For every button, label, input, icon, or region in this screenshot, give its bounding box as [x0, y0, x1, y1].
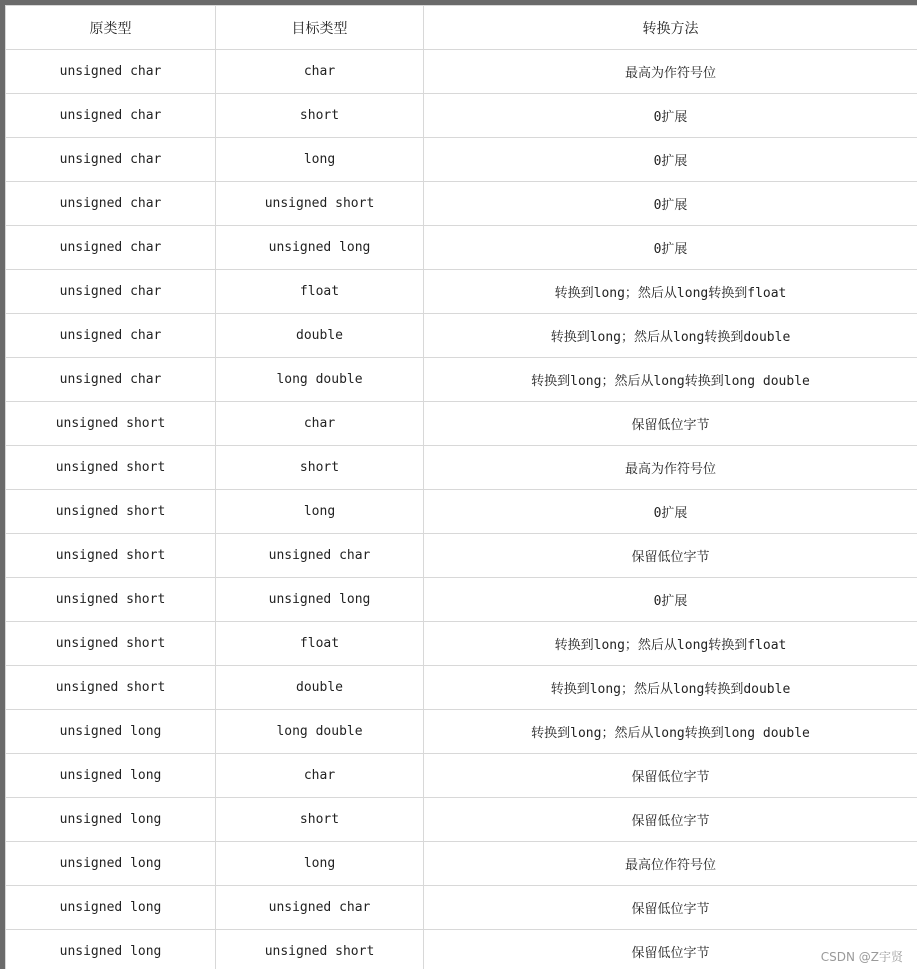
- target-type-cell: unsigned short: [216, 930, 424, 969]
- target-type-cell: double: [216, 314, 424, 358]
- source-type-cell: unsigned short: [6, 534, 216, 578]
- table-row: [6, 710, 917, 754]
- table-row: [6, 50, 917, 94]
- source-type-cell: unsigned char: [6, 138, 216, 182]
- table-row: [6, 666, 917, 710]
- conversion-method-cell: 保留低位字节: [424, 798, 917, 842]
- target-type-cell: short: [216, 94, 424, 138]
- source-type-cell: unsigned long: [6, 930, 216, 969]
- source-type-cell: unsigned short: [6, 402, 216, 446]
- table-row: [6, 314, 917, 358]
- conversion-method-cell: 保留低位字节: [424, 754, 917, 798]
- source-type-cell: unsigned short: [6, 446, 216, 490]
- source-type-cell: unsigned short: [6, 622, 216, 666]
- target-type-cell: float: [216, 622, 424, 666]
- source-type-cell: unsigned short: [6, 578, 216, 622]
- target-type-cell: unsigned char: [216, 886, 424, 930]
- target-type-cell: long: [216, 842, 424, 886]
- header-source-type: 原类型: [6, 6, 216, 50]
- table-row: [6, 754, 917, 798]
- source-type-cell: unsigned char: [6, 50, 216, 94]
- table-row: [6, 94, 917, 138]
- target-type-cell: unsigned long: [216, 226, 424, 270]
- target-type-cell: unsigned short: [216, 182, 424, 226]
- target-type-cell: unsigned long: [216, 578, 424, 622]
- table-body: [6, 50, 917, 969]
- source-type-cell: unsigned short: [6, 666, 216, 710]
- source-type-cell: unsigned long: [6, 798, 216, 842]
- table-row: [6, 842, 917, 886]
- conversion-method-cell: 保留低位字节: [424, 930, 917, 969]
- target-type-cell: char: [216, 50, 424, 94]
- target-type-cell: long double: [216, 358, 424, 402]
- conversion-method-cell: 转换到long；然后从long转换到double: [424, 666, 917, 710]
- conversion-method-cell: 0扩展: [424, 182, 917, 226]
- source-type-cell: unsigned char: [6, 226, 216, 270]
- conversion-method-cell: 0扩展: [424, 138, 917, 182]
- conversion-method-cell: 最高为作符号位: [424, 50, 917, 94]
- table-row: [6, 402, 917, 446]
- table-row: [6, 622, 917, 666]
- table-row: [6, 578, 917, 622]
- conversion-method-cell: 最高为作符号位: [424, 446, 917, 490]
- conversion-method-cell: 0扩展: [424, 490, 917, 534]
- type-conversion-table: [5, 5, 917, 969]
- source-type-cell: unsigned char: [6, 94, 216, 138]
- table-row: [6, 446, 917, 490]
- source-type-cell: unsigned long: [6, 710, 216, 754]
- source-type-cell: unsigned long: [6, 754, 216, 798]
- conversion-method-cell: 0扩展: [424, 94, 917, 138]
- source-type-cell: unsigned char: [6, 270, 216, 314]
- target-type-cell: float: [216, 270, 424, 314]
- table-row: [6, 182, 917, 226]
- header-conversion-method: 转换方法: [424, 6, 917, 50]
- target-type-cell: long: [216, 490, 424, 534]
- table-row: [6, 138, 917, 182]
- table-row: [6, 930, 917, 969]
- table-row: [6, 358, 917, 402]
- conversion-method-cell: 保留低位字节: [424, 534, 917, 578]
- conversion-method-cell: 0扩展: [424, 578, 917, 622]
- target-type-cell: long double: [216, 710, 424, 754]
- source-type-cell: unsigned char: [6, 358, 216, 402]
- target-type-cell: char: [216, 754, 424, 798]
- target-type-cell: unsigned char: [216, 534, 424, 578]
- conversion-method-cell: 0扩展: [424, 226, 917, 270]
- source-type-cell: unsigned long: [6, 886, 216, 930]
- table-row: [6, 798, 917, 842]
- source-type-cell: unsigned char: [6, 314, 216, 358]
- target-type-cell: double: [216, 666, 424, 710]
- conversion-method-cell: 转换到long；然后从long转换到long double: [424, 710, 917, 754]
- conversion-method-cell: 保留低位字节: [424, 886, 917, 930]
- header-target-type: 目标类型: [216, 6, 424, 50]
- target-type-cell: short: [216, 446, 424, 490]
- table-row: [6, 886, 917, 930]
- conversion-method-cell: 转换到long；然后从long转换到float: [424, 622, 917, 666]
- target-type-cell: short: [216, 798, 424, 842]
- table-row: [6, 270, 917, 314]
- header-row: [6, 6, 917, 50]
- conversion-method-cell: 转换到long；然后从long转换到double: [424, 314, 917, 358]
- table-row: [6, 490, 917, 534]
- conversion-method-cell: 保留低位字节: [424, 402, 917, 446]
- source-type-cell: unsigned short: [6, 490, 216, 534]
- conversion-method-cell: 转换到long；然后从long转换到float: [424, 270, 917, 314]
- target-type-cell: long: [216, 138, 424, 182]
- conversion-method-cell: 最高位作符号位: [424, 842, 917, 886]
- conversion-method-cell: 转换到long；然后从long转换到long double: [424, 358, 917, 402]
- csdn-watermark: CSDN @Z宇贤: [820, 950, 903, 964]
- source-type-cell: unsigned char: [6, 182, 216, 226]
- source-type-cell: unsigned long: [6, 842, 216, 886]
- target-type-cell: char: [216, 402, 424, 446]
- table-row: [6, 226, 917, 270]
- table-row: [6, 534, 917, 578]
